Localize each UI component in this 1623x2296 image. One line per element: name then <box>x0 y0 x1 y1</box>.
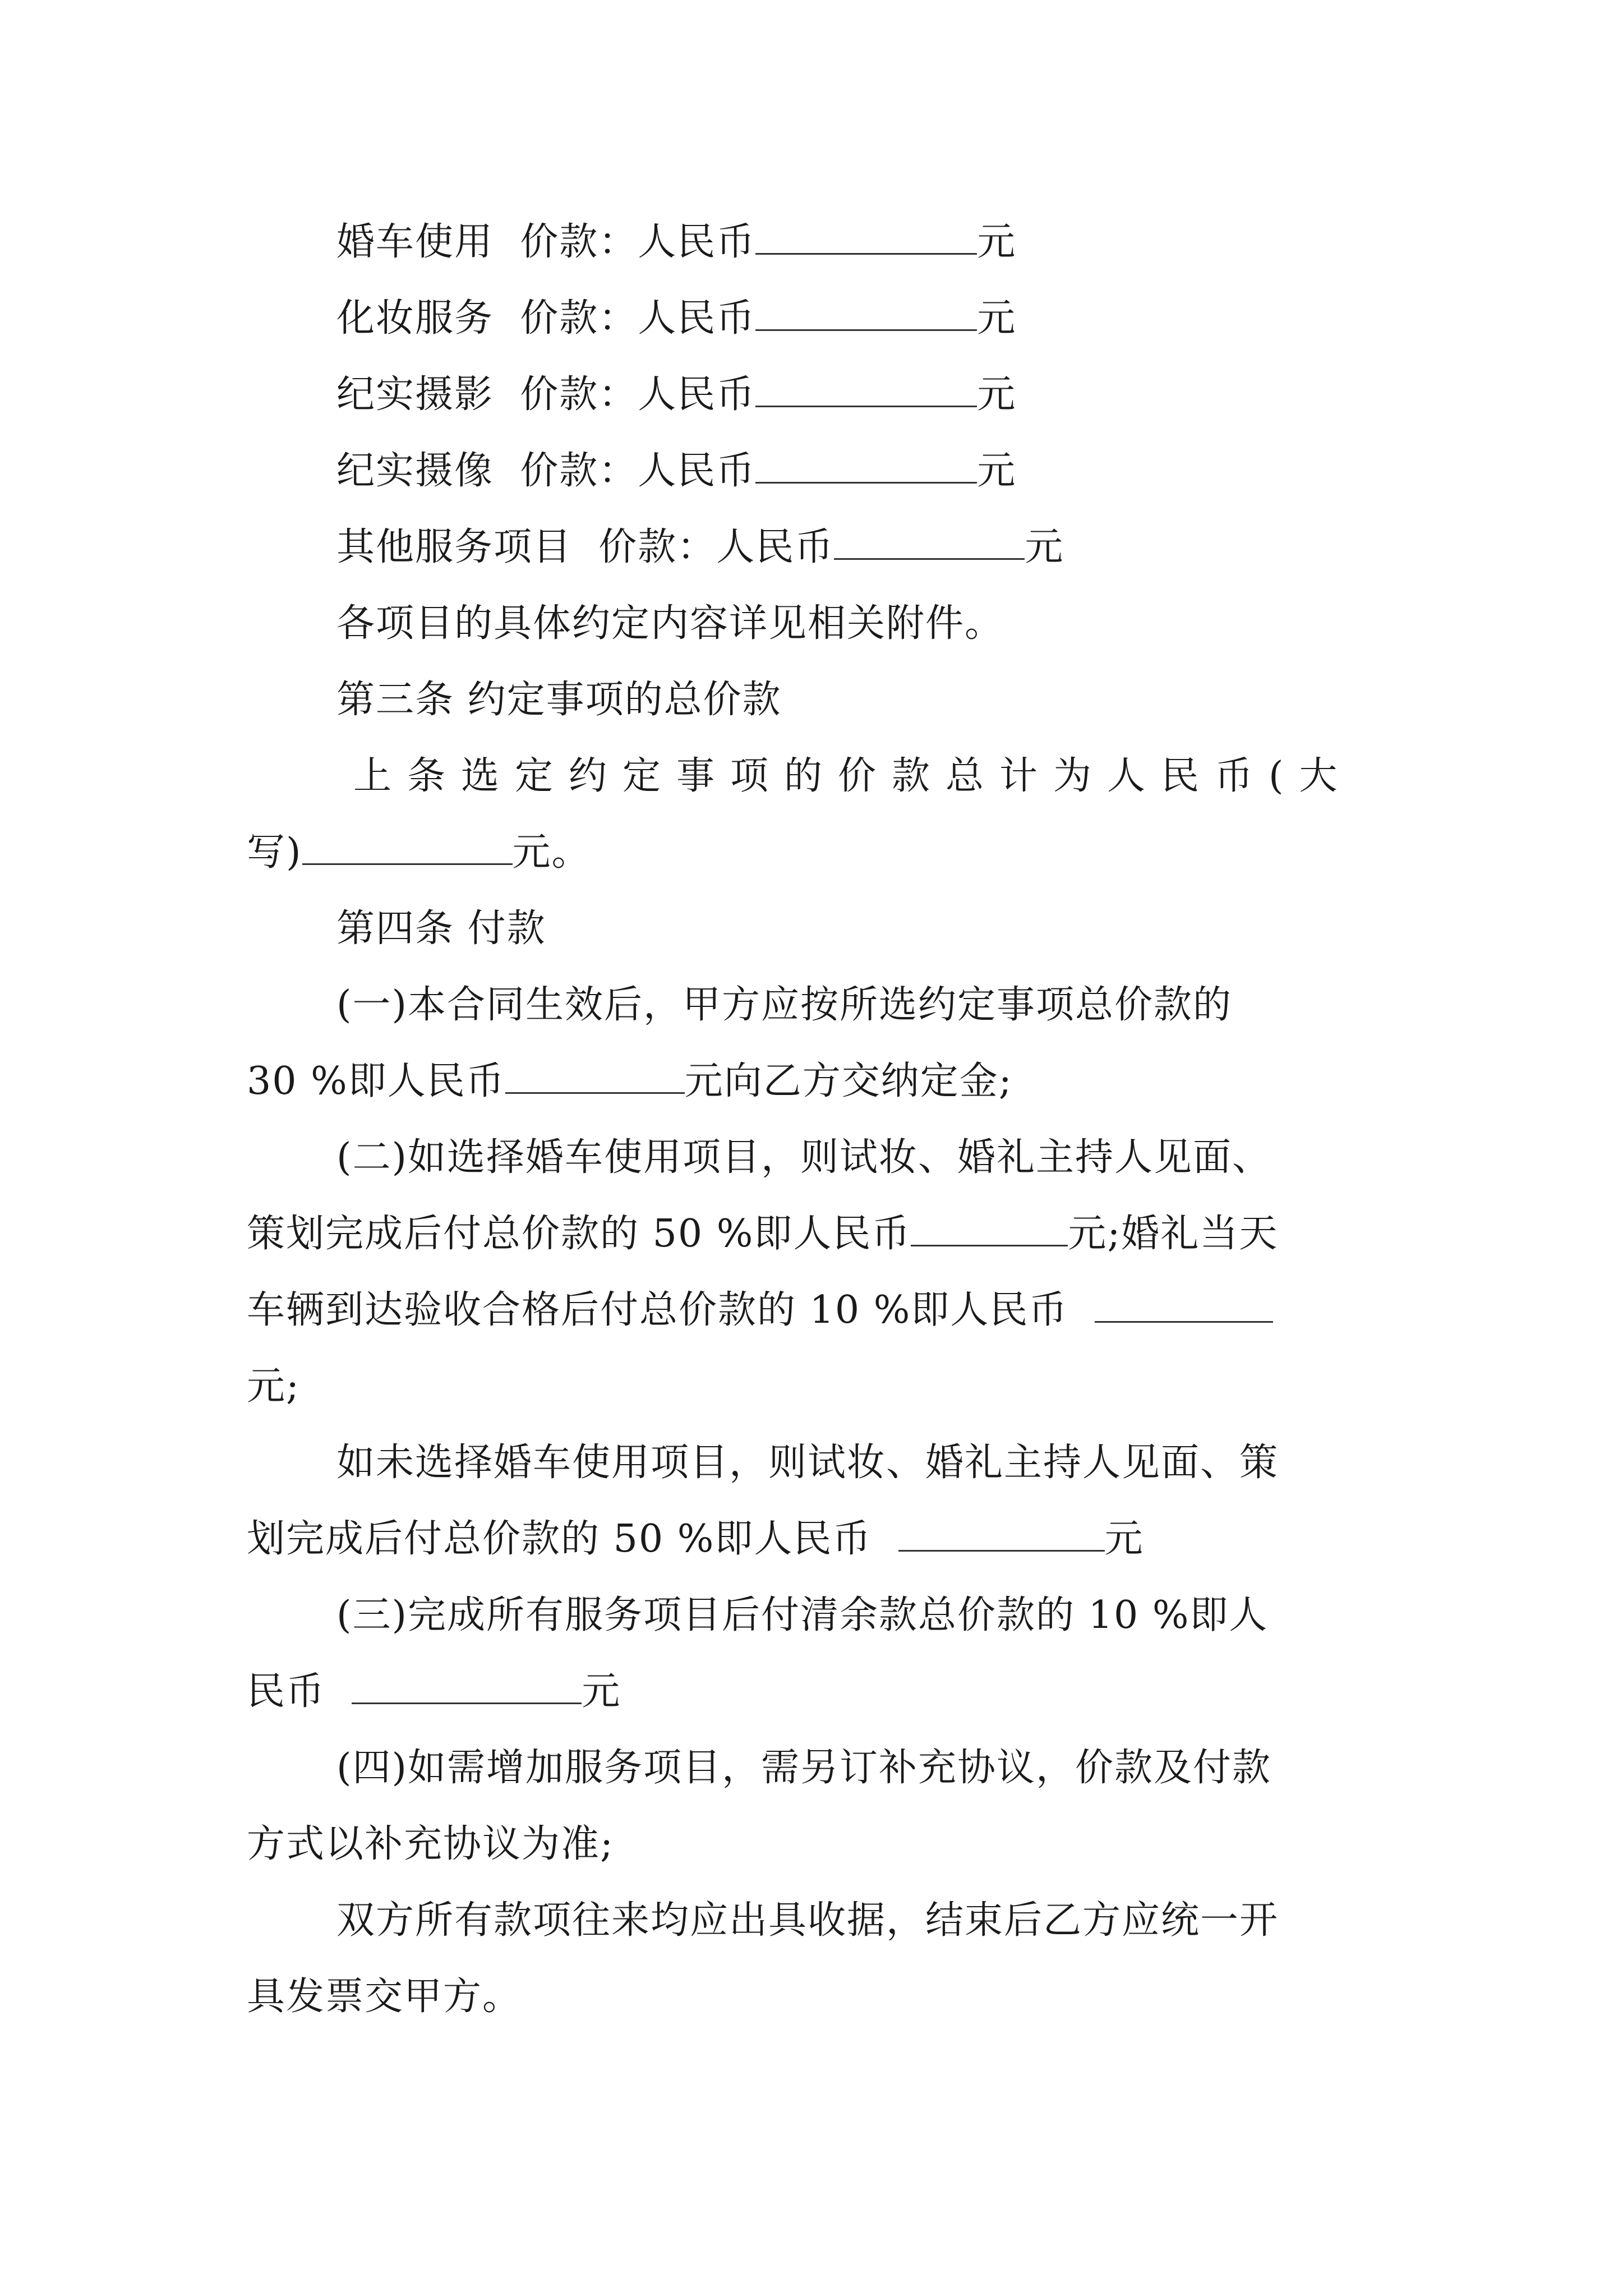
item-other-name: 其他服务项目 <box>336 525 573 569</box>
article3-line2-suffix: 元。 <box>512 830 591 875</box>
item-photo-line <box>336 372 1016 417</box>
article4-p2-line1: (二)如选择婚车使用项目，则试妆、婚礼主持人见面、 <box>336 1135 1272 1180</box>
item-photo-name: 纪实摄影 <box>336 372 494 417</box>
article4-p4-line2 <box>247 1669 621 1714</box>
article4-p2-line2-prefix: 策划完成后付总价款的 50 %即人民币 <box>247 1212 911 1256</box>
article4-p1-line2-suffix: 元向乙方交纳定金; <box>684 1059 1013 1103</box>
item-video-unit: 元 <box>977 449 1017 493</box>
item-other-price-blank[interactable] <box>834 526 1025 560</box>
item-other-price-label: 价款：人民币 <box>598 525 834 569</box>
item-photo-price-blank[interactable] <box>755 373 977 407</box>
article4-p4-line2-prefix: 民币 <box>247 1669 326 1714</box>
item-makeup-unit: 元 <box>977 296 1017 341</box>
item-makeup-line <box>336 296 1016 341</box>
article4-p2-line3-text: 车辆到达验收合格后付总价款的 10 %即人民币 <box>247 1288 1068 1332</box>
item-car-price-blank[interactable] <box>755 220 977 255</box>
article4-p1-line1: (一)本合同生效后，甲方应按所选约定事项总价款的 <box>336 983 1233 1027</box>
car-50pct-amount-blank[interactable] <box>911 1212 1068 1246</box>
item-car-name: 婚车使用 <box>336 220 494 264</box>
item-photo-unit: 元 <box>977 372 1017 417</box>
article4-p2-line3 <box>247 1288 1273 1333</box>
balance-amount-blank[interactable] <box>352 1670 582 1704</box>
article4-p5-line2: 方式以补充协议为准; <box>247 1822 614 1866</box>
article4-p3-line2-prefix: 划完成后付总价款的 50 %即人民币 <box>247 1517 872 1561</box>
item-car-unit: 元 <box>977 220 1017 264</box>
article4-p6-line1: 双方所有款项往来均应出具收据，结束后乙方应统一开 <box>336 1898 1279 1943</box>
item-video-line <box>336 449 1016 494</box>
item-makeup-name: 化妆服务 <box>336 296 494 341</box>
article4-p3-line2 <box>247 1517 1144 1562</box>
article4-p2-line2 <box>247 1212 1278 1257</box>
deposit-amount-blank[interactable] <box>505 1060 685 1094</box>
item-photo-price-label: 价款：人民币 <box>520 372 756 417</box>
item-video-price-label: 价款：人民币 <box>520 449 756 493</box>
article4-p5-line1: (四)如需增加服务项目，需另订补充协议，价款及付款 <box>336 1746 1272 1790</box>
article3-heading: 第三条 约定事项的总价款 <box>336 678 782 722</box>
attachment-note: 各项目的具体约定内容详见相关附件。 <box>336 601 1004 646</box>
item-video-name: 纪实摄像 <box>336 449 494 493</box>
article3-line1: 上条选定约定事项的价款总计为人民币(大 <box>353 754 1353 798</box>
item-car-price-label: 价款：人民币 <box>520 220 756 264</box>
car-10pct-amount-blank[interactable] <box>1095 1289 1273 1323</box>
item-video-price-blank[interactable] <box>755 449 977 484</box>
nocar-50pct-amount-blank[interactable] <box>898 1517 1105 1552</box>
item-makeup-price-label: 价款：人民币 <box>520 296 756 341</box>
article4-p4-line1: (三)完成所有服务项目后付清余款总价款的 10 %即人 <box>336 1593 1269 1637</box>
article4-p1-line2 <box>247 1059 1013 1104</box>
article3-line2-prefix: 写) <box>247 830 302 875</box>
article3-total-blank[interactable] <box>302 831 513 865</box>
article3-line2 <box>247 830 591 875</box>
article4-p1-line2-prefix: 30 %即人民币 <box>247 1059 505 1103</box>
article4-p4-line2-suffix: 元 <box>582 1669 621 1714</box>
article4-p3-line2-suffix: 元 <box>1104 1517 1144 1561</box>
item-other-line <box>336 525 1064 570</box>
item-makeup-price-blank[interactable] <box>755 297 977 331</box>
article4-p2-line4: 元; <box>247 1364 300 1409</box>
article4-heading: 第四条 付款 <box>336 907 546 951</box>
item-other-unit: 元 <box>1025 525 1064 569</box>
article4-p3-line1: 如未选择婚车使用项目，则试妆、婚礼主持人见面、策 <box>336 1441 1279 1485</box>
article4-p6-line2: 具发票交甲方。 <box>247 1975 522 2019</box>
article4-p2-line2-suffix: 元;婚礼当天 <box>1068 1212 1279 1256</box>
item-car-line <box>336 220 1016 265</box>
